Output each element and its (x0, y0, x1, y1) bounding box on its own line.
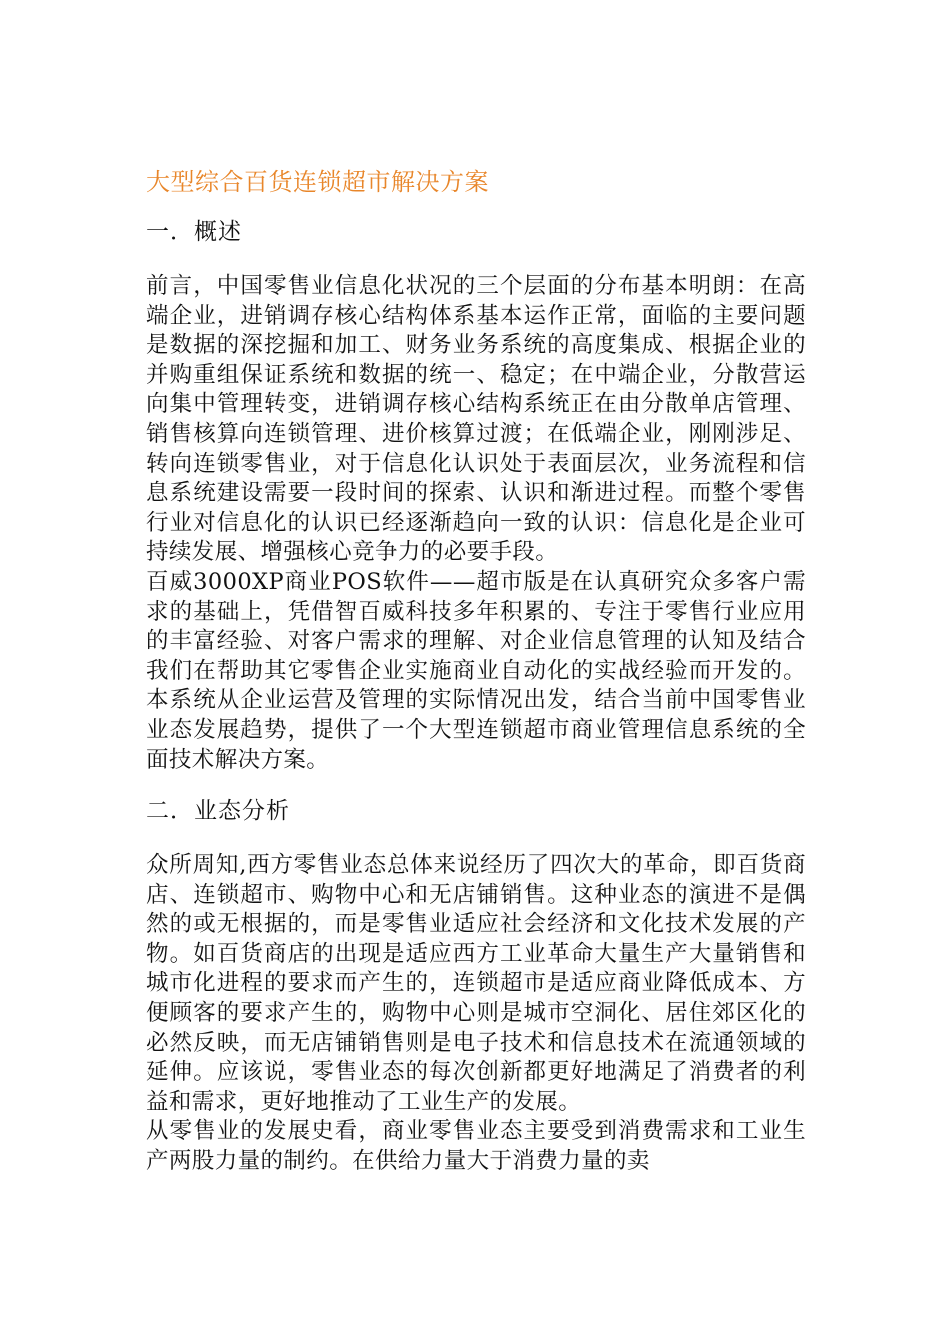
section-overview-body (146, 272, 806, 775)
paragraph-preface: 前言，中国零售业信息化状况的三个层面的分布基本明朗：在高端企业，进销调存核心结构体系基本运作正常，面临的主要问题是数据的深挖掘和加工、财务业务系统的高度集成、根据企业的并购重组保证系统和数据的统一、稳定；在中端企业，分散营运向集中管理转变，进销调存核心结构系统正在由分散单店管理、销售核算向连锁管理、进价核算过渡；在低端企业，刚刚涉足、转向连锁零售业，对于信息化认识处于表面层次，业务流程和信息系统建设需要一段时间的探索、认识和渐进过程。而整个零售行业对信息化的认识已经逐渐趋向一致的认识：信息化是企业可持续发展、增强核心竞争力的必要手段。 (146, 273, 806, 566)
paragraph-retail-evolution: 众所周知,西方零售业态总体来说经历了四次大的革命，即百货商店、连锁超市、购物中心和无店铺销售。这种业态的演进不是偶然的或无根据的，而是零售业适应社会经济和文化技术发展的产物。如百货商店的出现是适应西方工业革命大量生产大量销售和城市化进程的要求而产生的，连锁超市是适应商业降低成本、方便顾客的要求产生的，购物中心则是城市空洞化、居住郊区化的必然反映，而无店铺销售则是电子技术和信息技术在流通领域的延伸。应该说，零售业态的每次创新都更好地满足了消费者的利益和需求，更好地推动了工业生产的发展。 (146, 852, 806, 1115)
section-analysis-body (146, 851, 806, 1177)
paragraph-retail-history: 从零售业的发展史看，商业零售业态主要受到消费需求和工业生产两股力量的制约。在供给力量大于消费力量的卖 (146, 1118, 806, 1175)
document-page (146, 164, 806, 1195)
paragraph-product-intro: 百威3000XP商业POS软件——超市版是在认真研究众多客户需求的基础上，凭借智百威科技多年积累的、专注于零售行业应用的丰富经验、对客户需求的理解、对企业信息管理的认知及结合我们在帮助其它零售企业实施商业自动化的实战经验而开发的。本系统从企业运营及管理的实际情况出发，结合当前中国零售业业态发展趋势，提供了一个大型连锁超市商业管理信息系统的全面技术解决方案。 (146, 568, 806, 773)
section-heading-overview: 一．概述 (146, 219, 242, 245)
document-title: 大型综合百货连锁超市解决方案 (146, 168, 489, 196)
section-heading-analysis: 二．业态分析 (146, 798, 290, 825)
